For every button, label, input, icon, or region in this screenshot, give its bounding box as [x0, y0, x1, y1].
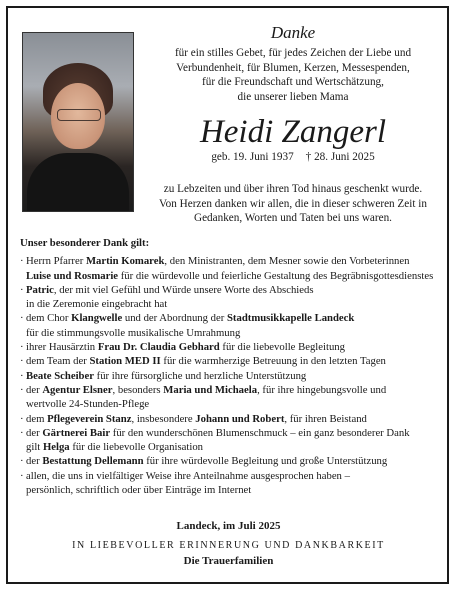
emphasized-name: Stadtmusikkapelle Landeck [226, 312, 355, 325]
place-date: Landeck, im Juli 2025 [176, 520, 281, 532]
emphasized-name: Klangwelle [71, 312, 123, 325]
outro-line: zu Lebzeiten und über ihren Tod hinaus geschenkt wurde. [163, 183, 423, 195]
thanks-line [26, 426, 440, 440]
thanks-line [26, 397, 440, 411]
thanks-text: der [26, 383, 43, 396]
thanks-item [20, 412, 440, 426]
thanks-line [26, 440, 440, 454]
emphasized-name: Maria und Michaela [163, 383, 258, 396]
emphasized-name: Pflegeverein Stanz [47, 412, 132, 425]
thanks-text: dem Chor [26, 312, 72, 325]
thanks-item [20, 383, 440, 412]
emphasized-name: Gärtnerei Bair [42, 426, 111, 439]
thanks-line [26, 354, 440, 368]
thanks-text: Herrn Pfarrer [26, 255, 86, 268]
thanks-item [20, 311, 440, 340]
thanks-line [26, 283, 440, 297]
header-block [150, 22, 436, 226]
thanks-text: in die Zeremonie eingebracht hat [26, 298, 168, 311]
thanks-item [20, 369, 440, 383]
thanks-item [20, 469, 440, 498]
thanks-text: persönlich, schriftlich oder über Einträge im Internet [26, 484, 252, 497]
thanks-text: , für ihren Beistand [284, 412, 367, 425]
thanks-text: dem [26, 412, 48, 425]
thanks-line [26, 269, 440, 283]
thanks-text: und der Abordnung der [122, 312, 227, 325]
signature: Die Trauerfamilien [183, 555, 274, 567]
memory-line: IN LIEBEVOLLER ERINNERUNG UND DANKBARKEIT [72, 540, 385, 551]
emphasized-name: Bestattung Dellemann [42, 455, 144, 468]
thanks-item [20, 340, 440, 354]
thanks-text: , insbesondere [131, 412, 196, 425]
thanks-line [26, 254, 440, 268]
thanks-text: allen, die uns in vielfältiger Weise ihre Anteilnahme ausgesprochen haben – [26, 469, 350, 482]
thanks-line [26, 469, 440, 483]
thanks-text: dem Team der [26, 355, 90, 368]
emphasized-name: Frau Dr. Claudia Gebhard [97, 341, 220, 354]
intro-line: für ein stilles Gebet, für jedes Zeichen der Liebe und [174, 47, 412, 59]
emphasized-name: Patric [26, 283, 54, 296]
thanks-text: , besonders [112, 383, 164, 396]
portrait-photo [22, 32, 134, 212]
intro-line: für die Freundschaft und Wertschätzung, [202, 76, 384, 88]
thanks-line [26, 383, 440, 397]
emphasized-name: Helga [42, 441, 70, 454]
thanks-text: , für ihre hingebungsvolle und [257, 383, 387, 396]
thanks-line [26, 454, 440, 468]
thanks-text: für ihre fürsorgliche und herzliche Unterstützung [93, 369, 307, 382]
thanks-text: ihrer Hausärztin [26, 341, 98, 354]
thanks-line [26, 412, 440, 426]
thanks-item [20, 254, 440, 283]
thanks-text: für die warmherzige Betreuung in den letzten Tagen [160, 355, 386, 368]
thanks-line [26, 326, 440, 340]
thanks-line [26, 297, 440, 311]
outro-line: Von Herzen danken wir allen, die in dieser schweren Zeit in [159, 197, 427, 210]
emphasized-name: Luise und Rosmarie [26, 269, 119, 282]
thanks-line [26, 369, 440, 383]
portrait-glasses [57, 109, 101, 121]
outro-text [150, 182, 436, 226]
thanks-heading: Unser besonderer Dank gilt: [20, 237, 150, 249]
thanks-text: für ihre würdevolle Begleitung und große Unterstützung [143, 455, 388, 468]
thanks-text: , den Ministranten, dem Mesner sowie den Vorbeterinnen [164, 255, 410, 268]
intro-text [150, 46, 436, 104]
thanks-item [20, 426, 440, 455]
intro-line: die unserer lieben Mama [237, 90, 349, 103]
thanks-text: für den wunderschönen Blumenschmuck – ein ganz besonderer Dank [110, 426, 410, 439]
emphasized-name: Martin Komarek [85, 255, 165, 268]
portrait-jacket [27, 153, 129, 212]
emphasized-name: Johann und Robert [195, 412, 285, 425]
birth-date: geb. 19. Juni 1937 [211, 151, 294, 163]
intro-line: Verbundenheit, für Blumen, Kerzen, Messespenden, [176, 61, 410, 74]
thanks-text: für die würdevolle und feierliche Gestaltung des Begräbnisgottesdienstes [118, 269, 434, 282]
thanks-line [26, 311, 440, 325]
thanks-item [20, 283, 440, 312]
thanks-text: der [26, 455, 43, 468]
emphasized-name: Station MED II [89, 355, 161, 368]
emphasized-name: Agentur Elsner [42, 383, 113, 396]
thanks-text: gilt [26, 441, 43, 454]
death-date: † 28. Juni 2025 [305, 151, 375, 163]
thanks-list [20, 254, 440, 497]
danke-title: Danke [270, 23, 316, 42]
thanks-text: , der mit viel Gefühl und Würde unsere Worte des Abschieds [53, 283, 314, 296]
deceased-name: Heidi Zangerl [199, 114, 387, 150]
thanks-text: für die stimmungsvolle musikalische Umrahmung [26, 326, 241, 339]
thanks-text: für die liebevolle Begleitung [219, 341, 345, 354]
thanks-text: wertvolle 24-Stunden-Pflege [26, 398, 150, 411]
thanks-line [26, 483, 440, 497]
emphasized-name: Beate Scheiber [26, 369, 94, 382]
outro-line: Gedanken, Worten und Taten bei uns waren. [194, 212, 392, 224]
special-thanks-section [20, 236, 440, 497]
life-dates [150, 150, 436, 164]
thanks-item [20, 454, 440, 468]
thanks-text: der [26, 426, 43, 439]
thanks-text: für die liebevolle Organisation [69, 441, 204, 454]
thanks-line [26, 340, 440, 354]
thanks-item [20, 354, 440, 368]
